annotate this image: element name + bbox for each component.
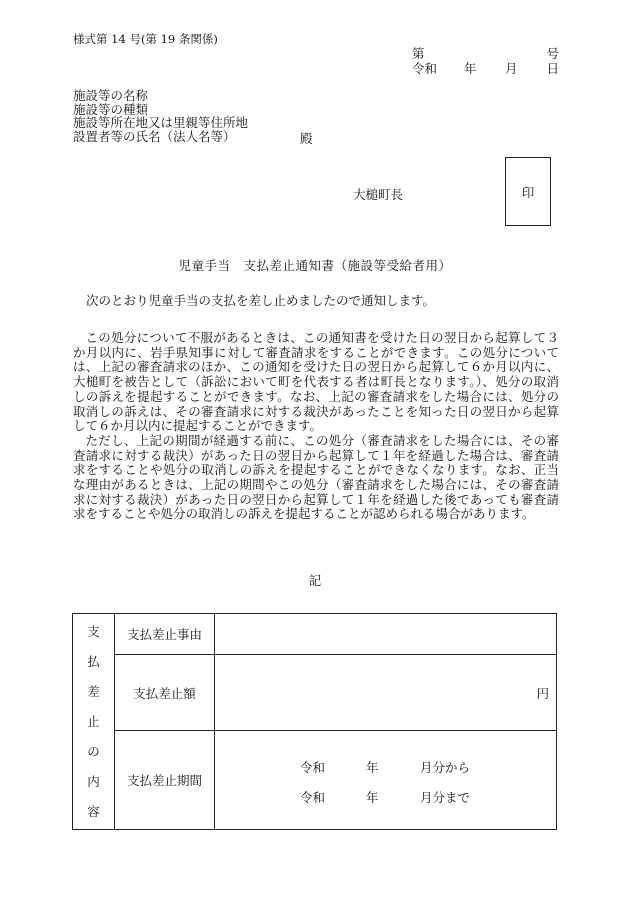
addressee-owner-name: 設置者等の氏名（法人名等） [73, 128, 236, 144]
honorific: 殿 [300, 131, 313, 146]
period-field[interactable] [215, 731, 557, 830]
appeal-paragraph-2: ただし、上記の期間が経過する前に、この処分（審査請求をした場合には、その審査請求に対する裁決）があった日の翌日から起算して１年を経過した場合は、審査請求をすることや処分の取消しの訴えを提起することができなくなります。なお、正当な理由があるときは、上記の期間やこの処分（審査請求をした場合には、その審査請求に対する裁決）があった日の翌日から起算して１年を経過した後であっても審査請求をすることや処分の取消しの訴えを提起することが認められる場合があります。 [73, 432, 559, 522]
vertical-char: 支 [87, 623, 100, 639]
addressee-facility-type: 施設等の種類 [73, 101, 149, 117]
reason-row [73, 614, 557, 655]
seal-box [505, 157, 551, 226]
period-from [215, 758, 556, 774]
reason-label: 支払差止事由 [115, 614, 215, 655]
period-from-month: 月分から [420, 760, 471, 775]
addressee-block [73, 89, 248, 143]
vertical-char: 内 [87, 773, 100, 789]
vertical-char: 止 [87, 713, 100, 729]
amount-label: 支払差止額 [115, 655, 215, 731]
detail-table [72, 613, 557, 830]
notice-text: 次のとおり児童手当の支払を差し止めましたので通知します。 [86, 293, 436, 308]
period-to-year: 年 [366, 790, 379, 805]
date-day: 日 [546, 61, 559, 76]
period-label: 支払差止期間 [115, 731, 215, 830]
addressee-address: 施設等所在地又は里親等住所地 [73, 115, 249, 130]
seal-label: 印 [521, 184, 535, 200]
vertical-char: 差 [87, 683, 100, 699]
document-title: 児童手当 支払差止通知書（施設等受給者用） [178, 258, 452, 273]
date-year: 年 [464, 61, 477, 76]
form-number: 様式第 14 号(第 19 条関係) [73, 32, 218, 46]
reason-field[interactable] [215, 614, 557, 655]
vertical-char: 容 [87, 803, 100, 819]
addressee-facility-name: 施設等の名称 [73, 88, 149, 103]
period-to [215, 788, 556, 804]
period-to-era: 令和 [300, 790, 326, 805]
doc-no-prefix: 第 [412, 46, 425, 61]
appeal-paragraph-1: この処分について不服があるときは、この通知書を受けた日の翌日から起算して３か月以内に、岩手県知事に対して審査請求をすることができます。この処分については、上記の審査請求のほか、この通知を受けた日の翌日から起算して６か月以内に、大槌町を被告として（訴訟において町を代表する者は町長となります。）、処分の取消しの訴えを提起することができます。なお、上記の審査請求をした場合には、処分の取消しの訴えは、その審査請求に対する裁決があったことを知った日の翌日から起算して６か月以内に提起することができます。 [73, 330, 559, 434]
appeal-instructions [73, 331, 559, 522]
period-from-era: 令和 [300, 760, 326, 775]
doc-no-suffix: 号 [546, 46, 559, 61]
issuer-name: 大槌町長 [353, 187, 404, 202]
vertical-label [73, 614, 115, 830]
date-era: 令和 [412, 61, 438, 76]
ki-heading: 記 [308, 573, 322, 588]
period-from-year: 年 [366, 760, 379, 775]
amount-row [73, 655, 557, 731]
date-month: 月 [505, 61, 518, 76]
period-row [73, 731, 557, 830]
amount-field[interactable] [215, 655, 557, 731]
period-to-month: 月分まで [420, 790, 471, 805]
vertical-char: 払 [87, 653, 100, 669]
amount-unit: 円 [536, 685, 549, 701]
vertical-char: の [87, 743, 100, 759]
